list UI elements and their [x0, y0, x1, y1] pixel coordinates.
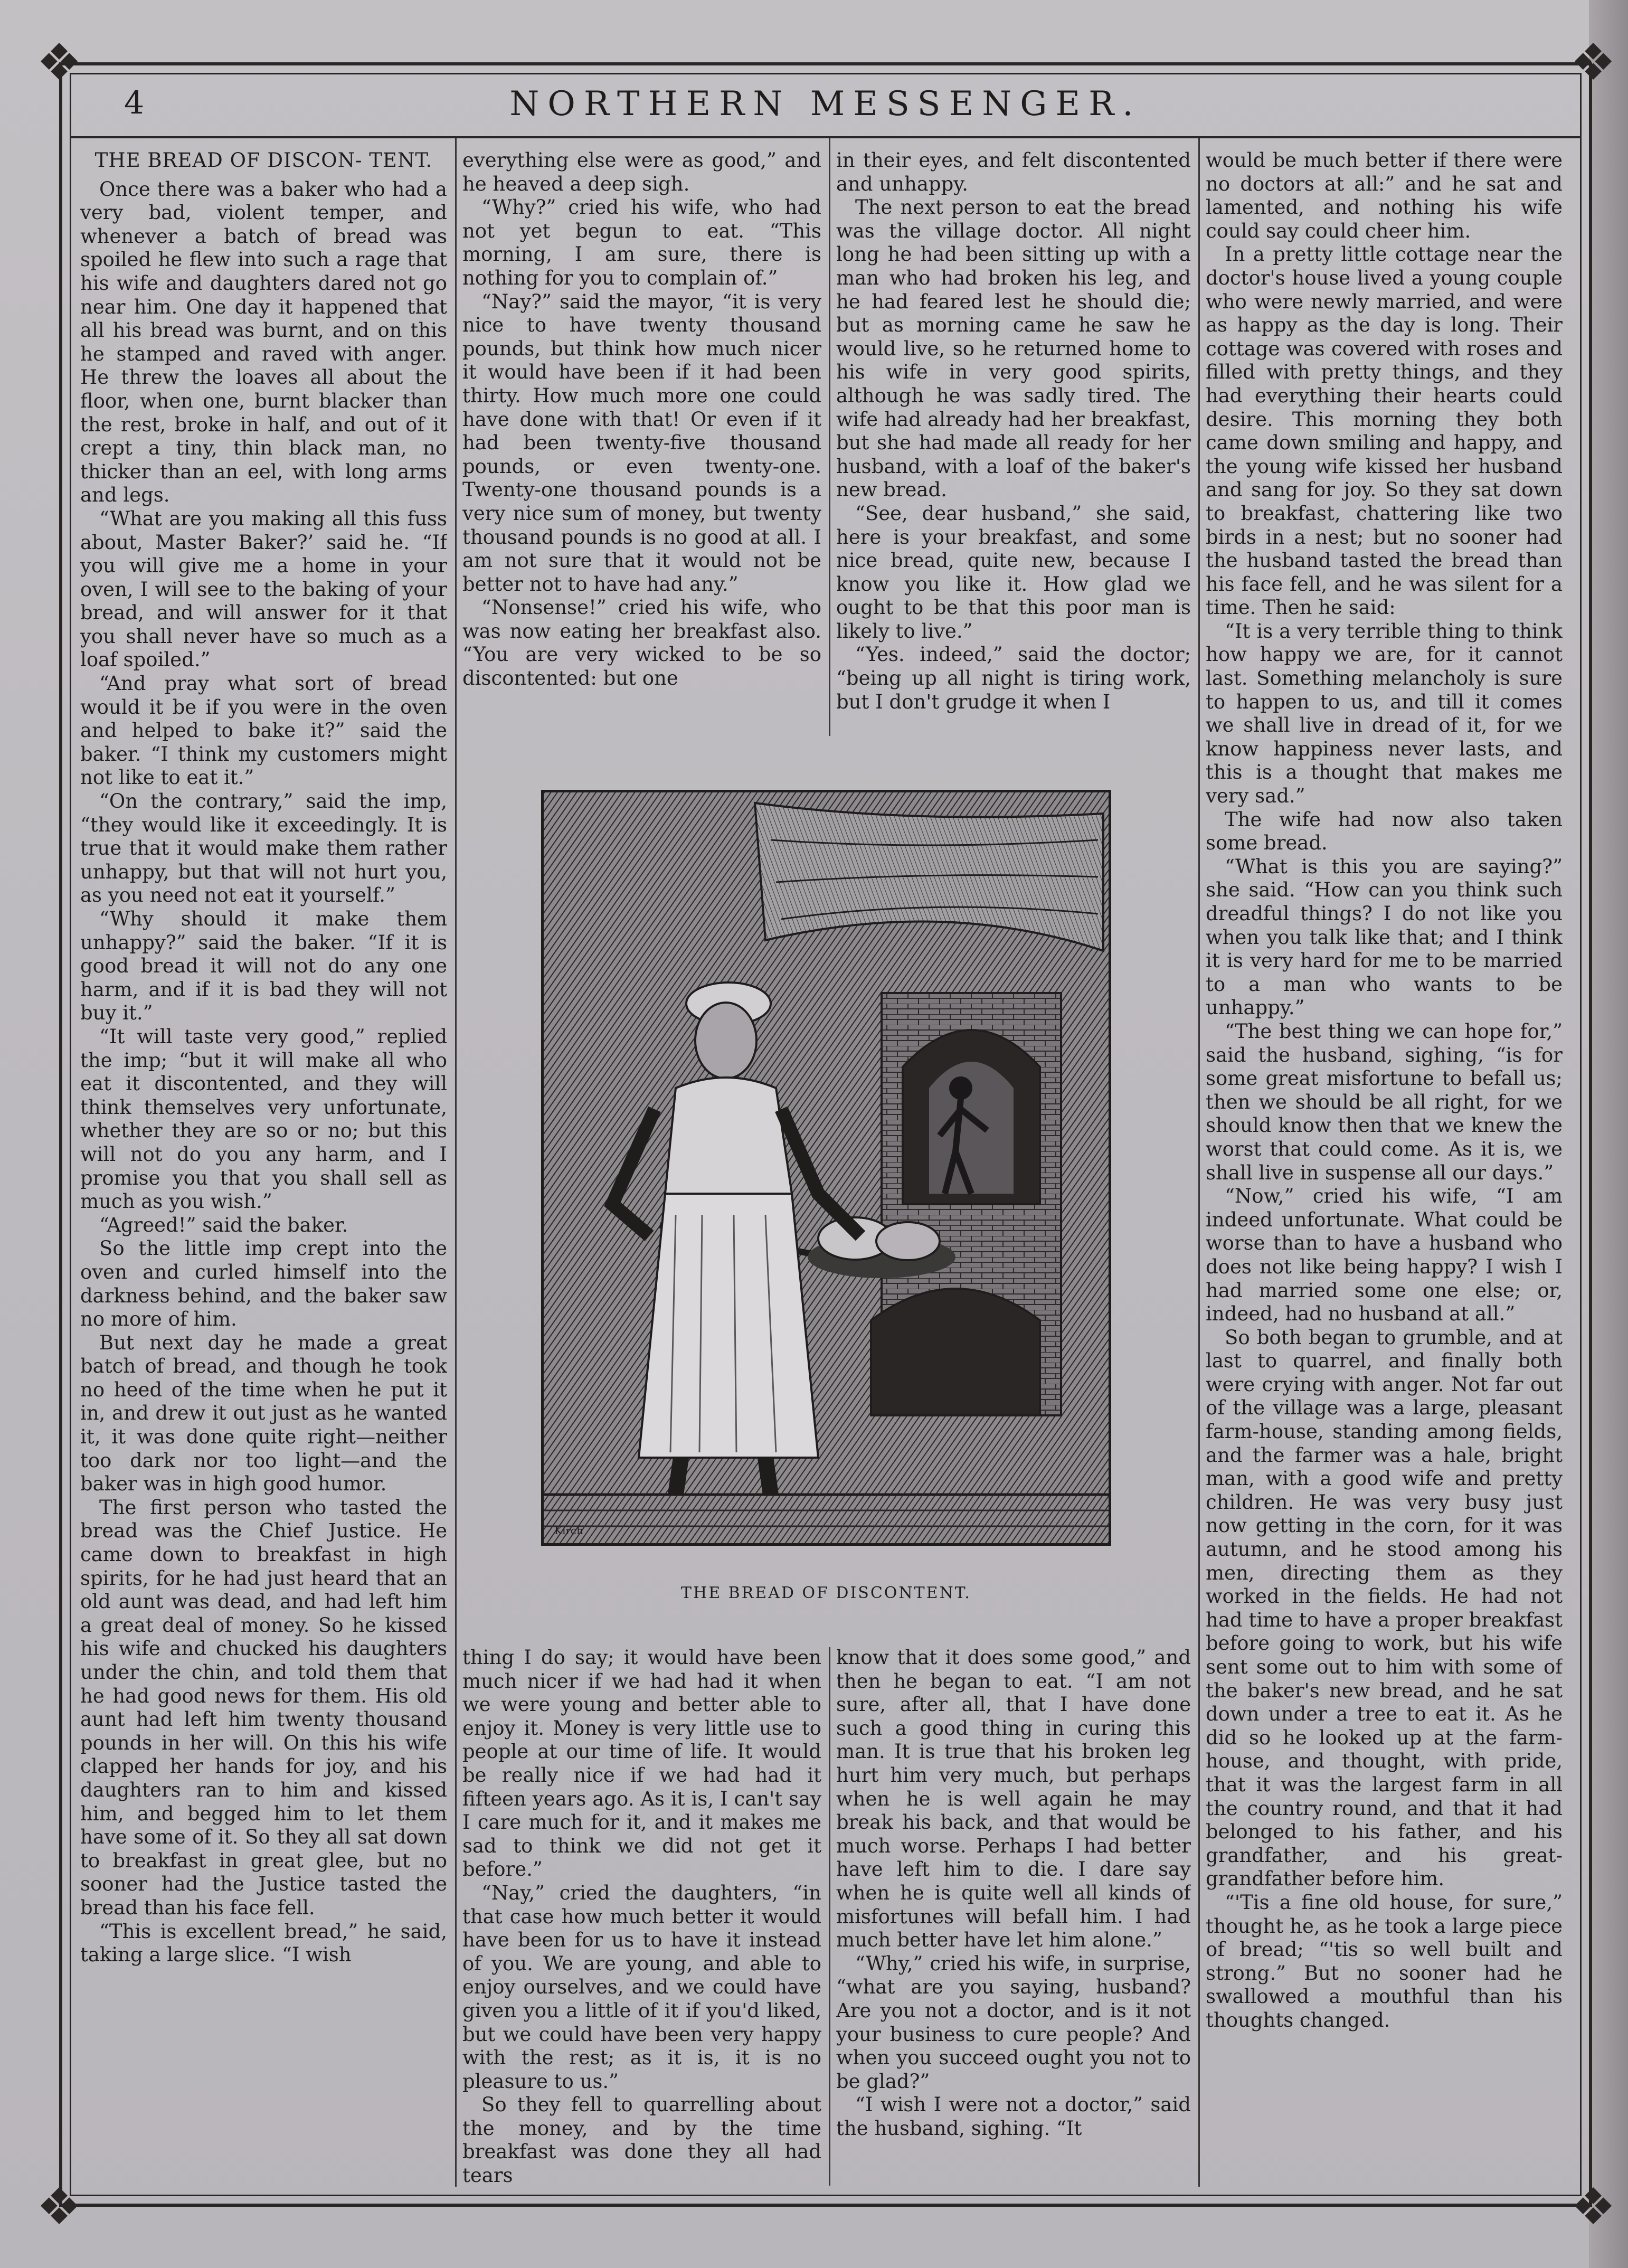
column-divider — [829, 138, 830, 736]
paragraph: “Why?” cried his wife, who had not yet begun to eat. “This morning, I am sure, there is nothing for you to complain of.” — [462, 196, 821, 289]
paragraph: Once there was a baker who had a very bad, violent temper, and whenever a batch of bread was spoiled he flew into such a rage that his wife and daughters dared not go near him. One day it happened that all his bread was burnt, and on this he stamped and raved with anger. He threw the loaves all about the floor, when one, burnt blacker than the rest, broke in half, and out of it crept a tiny, thin black man, no thicker than an eel, with long arms and legs. — [80, 177, 447, 507]
paragraph: “See, dear husband,” she said, here is your breakfast, and some nice bread, quite new, because I know you like it. How glad we ought to be that this poor man is likely to live.” — [836, 502, 1191, 642]
paragraph: “'Tis a fine old house, for sure,” thought he, as he took a large piece of bread; “'tis so well built and strong.” But no sooner had he swallowed a mouthful than his thoughts changed. — [1206, 1891, 1563, 2031]
baker-at-oven-engraving — [544, 792, 1109, 1543]
paragraph: “Nay,” cried the daughters, “in that case how much better it would have been for us to have it instead of you. We are young, and able to enjoy ourselves, and we could have given you a little of it if you'd liked, but we could have been very happy with the rest; as it is, it is no pleasure to us.” — [462, 1881, 821, 2093]
paragraph: “Yes. indeed,” said the doctor; “being up all night is tiring work, but I don't grudge it when I — [836, 643, 1191, 713]
paragraph: “Why,” cried his wife, in surprise, “what are you saying, husband? Are you not a doctor, and is it not your business to cure people? And when you succeed ought you not to be glad?” — [836, 1952, 1191, 2093]
paragraph: The next person to eat the bread was the village doctor. All night long he had been sitting up with a man who had broken his leg, and he had feared lest he should die; but as morning came he saw he would live, so he returned home to his wife in very good spirits, although he was sadly tired. The wife had already had her breakfast, but she had made all ready for her husband, with a loaf of the baker's new bread. — [836, 196, 1191, 502]
column-2-top — [462, 149, 821, 735]
paragraph: in their eyes, and felt discontented and unhappy. — [836, 149, 1191, 195]
corner-ornament-icon: ❖ — [36, 2177, 82, 2236]
paragraph: So the little imp crept into the oven and curled himself into the darkness behind, and the baker saw no more of him. — [80, 1237, 447, 1331]
column-4 — [1206, 149, 1563, 2187]
corner-ornament-icon: ❖ — [36, 33, 82, 92]
column-divider — [455, 138, 457, 2187]
paragraph: thing I do say; it would have been much nicer if we had had it when we were young and better able to enjoy it. Money is very little use to people at our time of life. It would be really nice if we had had it fifteen years ago. As it is, I can't say I care much for it, and it makes me sad to think we did not get it before.” — [462, 1646, 821, 1881]
paragraph: would be much better if there were no doctors at all:” and he sat and lamented, and nothing his wife could say could cheer him. — [1206, 149, 1563, 242]
article-title: THE BREAD OF DISCON- TENT. — [94, 149, 433, 172]
paragraph: “Why should it make them unhappy?” said the baker. “If it is good bread it will not do any one harm, and if it is bad they will not buy it.” — [80, 908, 447, 1025]
paragraph: “Agreed!” said the baker. — [99, 1213, 348, 1236]
column-3-top — [836, 149, 1191, 735]
paragraph: So both began to grumble, and at last to quarrel, and finally both were crying with anger. Not far out of the village was a large, pleasant farm-house, standing among fields, and the farmer was a hale, bright man, with a good wife and pretty children. He was very busy just now getting in the corn, for it was autumn, and he stood among his men, directing them as they worked in the fields. He had not had time to have a proper breakfast before going to work, but his wife sent some out to him with some of the baker's new bread, and he sat down under a tree to eat it. As he did so he looked up at the farm-house, and thought, with pride, that it was the largest farm in all the country round, and that it had belonged to his father, and his grandfather, and his great-grandfather before him. — [1206, 1326, 1563, 1891]
corner-ornament-icon: ❖ — [1570, 2177, 1616, 2236]
paragraph: “Now,” cried his wife, “I am indeed unfortunate. What could be worse than to have a husband who does not like being happy? I wish I had married some one else; or, indeed, had no husband at all.” — [1206, 1185, 1563, 1326]
column-divider — [829, 1647, 830, 2186]
illustration-caption: THE BREAD OF DISCONTENT. — [681, 1584, 971, 1602]
paragraph: “What is this you are saying?” she said. “How can you think such dreadful things? I do not like you when you talk like that; and I think it is very hard for me to be married to a man who wants to be unhappy.” — [1206, 855, 1563, 1019]
page-edge-shadow — [1589, 0, 1628, 2268]
paragraph: “It will taste very good,” replied the imp; “but it will make all who eat it discontented, and they will think themselves very unfortunate, whether they are so or no; but this will not do you any harm, and I promise you that you shall sell as much as you wish.” — [80, 1025, 447, 1213]
paragraph: “Nonsense!” cried his wife, who was now eating her breakfast also. “You are very wicked to be so discontented: but one — [462, 596, 821, 690]
paragraph: “I wish I were not a doctor,” said the husband, sighing. “It — [836, 2093, 1191, 2140]
paragraph: “What are you making all this fuss about, Master Baker?’ said he. “If you will give me a home in your oven, I will see to the baking of your bread, and will answer for it that you shall never have so much as a loaf spoiled.” — [80, 507, 447, 672]
column-1 — [80, 149, 447, 2187]
paragraph: everything else were as good,” and he heaved a deep sigh. — [462, 149, 821, 195]
paragraph: “Nay?” said the mayor, “it is very nice to have twenty thousand pounds, but think how much nicer it would have been if it had been thirty. How much more one could have done with that! Or even if it had been twenty-five thousand pounds, or even twenty-one. Twenty-one thousand pounds is a very nice sum of money, but twenty thousand pounds is no good at all. I am not sure that it would not be better not to have had any.” — [462, 290, 821, 596]
paragraph: “On the contrary,” said the imp, “they would like it exceedingly. It is true that it would make them rather unhappy, but that will not hurt you, as you need not eat it yourself.” — [80, 790, 447, 907]
engraver-signature: Kirch — [554, 1524, 583, 1537]
paragraph: So they fell to quarrelling about the money, and by the time breakfast was done they all had tears — [462, 2093, 821, 2187]
paragraph: “This is excellent bread,” he said, taking a large slice. “I wish — [80, 1920, 447, 1967]
paragraph: The wife had now also taken some bread. — [1206, 808, 1563, 855]
column-divider — [1198, 138, 1200, 2187]
page-number: 4 — [124, 84, 146, 121]
column-3-bottom — [836, 1646, 1191, 2187]
masthead-title: NORTHERN MESSENGER. — [509, 84, 1142, 124]
paragraph: But next day he made a great batch of bread, and though he took no heed of the time when he put it in, and drew it out just as he wanted it, it was done quite right—neither too dark nor too light—and the baker was in high good humor. — [80, 1331, 447, 1496]
paragraph: “And pray what sort of bread would it be if you were in the oven and helped to bake it?” said the baker. “I think my customers might not like to eat it.” — [80, 672, 447, 789]
masthead-rule — [70, 136, 1582, 138]
paragraph: “It is a very terrible thing to think how happy we are, for it cannot last. Something melancholy is sure to happen to us, and till it comes we shall live in dread of it, for we know happiness never lasts, and this is a thought that makes me very sad.” — [1206, 619, 1563, 808]
paragraph: “The best thing we can hope for,” said the husband, sighing, “is for some great misfortune to befall us; then we should be all right, for we should know then that we knew the worst that could come. As it is, we shall live in suspense all our days.” — [1206, 1019, 1563, 1184]
paragraph: know that it does some good,” and then he began to eat. “I am not sure, after all, that I have done such a good thing in curing this man. It is true that his broken leg hurt him very much, but perhaps when he is well again he may break his back, and that would be much worse. Perhaps I had better have left him to die. I dare say when he is quite well all kinds of misfortunes will befall him. I had much better have let him alone.” — [836, 1646, 1191, 1952]
paragraph: The first person who tasted the bread was the Chief Justice. He came down to breakfast in high spirits, for he had just heard that an old aunt was dead, and had left him a great deal of money. So he kissed his wife and chucked his daughters under the chin, and told them that he had good news for them. His old aunt had left him twenty thousand pounds in her will. On this his wife clapped her hands for joy, and his daughters ran to him and kissed him, and begged him to let them have some of it. So they all sat down to breakfast in great glee, but no sooner had the Justice tasted the bread than his face fell. — [80, 1496, 447, 1919]
column-2-bottom — [462, 1646, 821, 2187]
woodcut-illustration — [541, 790, 1111, 1546]
paragraph: In a pretty little cottage near the doctor's house lived a young couple who were newly married, and were as happy as the day is long. Their cottage was covered with roses and filled with pretty things, and they had everything their hearts could desire. This morning they both came down smiling and happy, and the young wife kissed her husband and sang for joy. So they sat down to breakfast, chattering like two birds in a nest; but no sooner had the husband tasted the bread than his face fell, and he was silent for a time. Then he said: — [1206, 243, 1563, 619]
corner-ornament-icon: ❖ — [1570, 33, 1616, 92]
